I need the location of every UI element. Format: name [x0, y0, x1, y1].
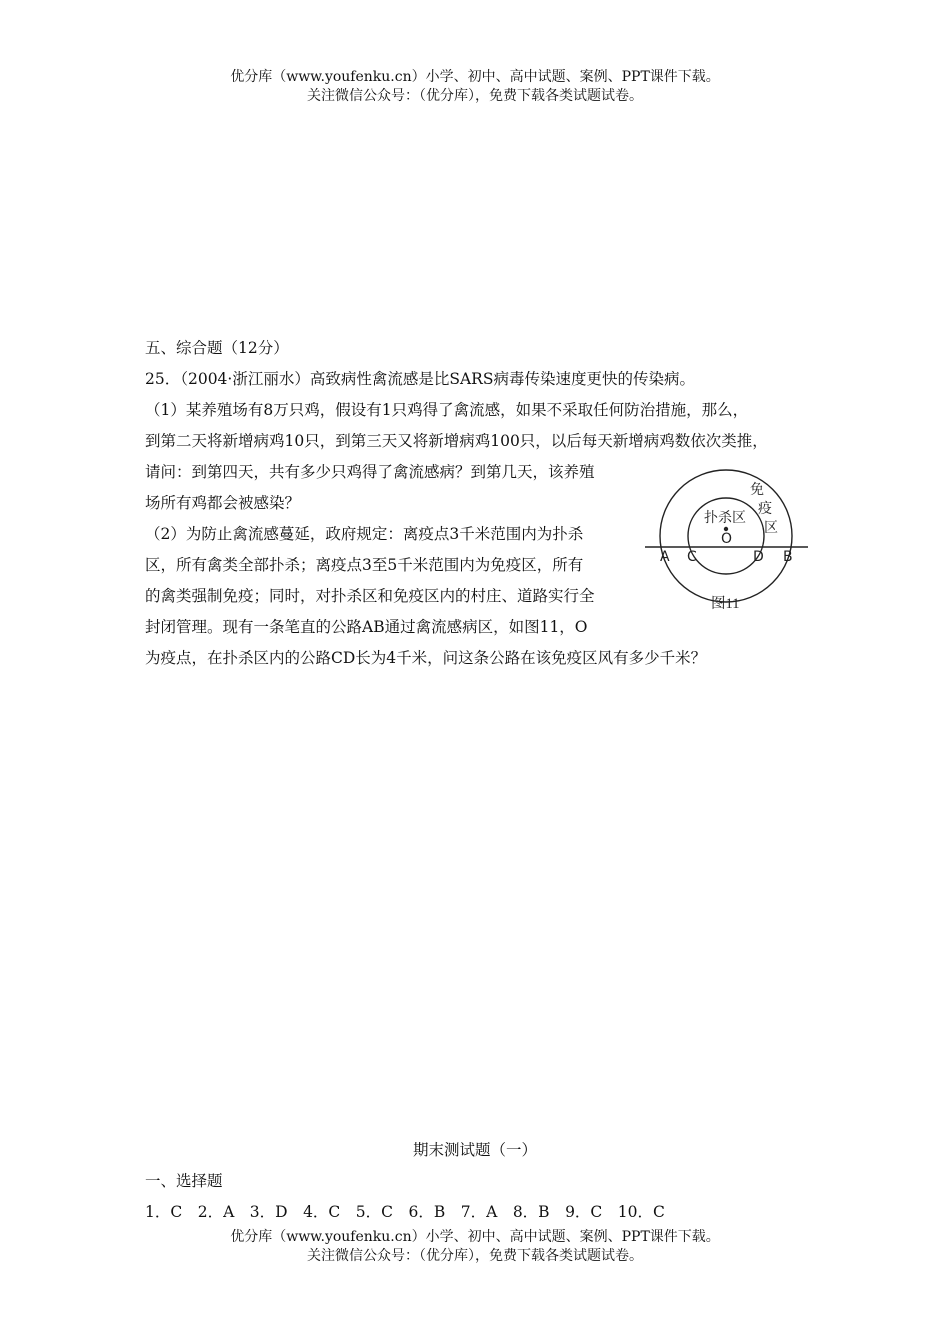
- point-a-label: A: [660, 549, 670, 565]
- part-2-line-3: 的禽类强制免疫；同时，对扑杀区和免疫区内的村庄、道路实行全: [145, 587, 595, 605]
- answers-title: 期末测试题（一）: [412, 1141, 537, 1159]
- question-25-intro: 25．（2004·浙江丽水）高致病性禽流感是比SARS病毒传染速度更快的传染病。: [145, 370, 695, 388]
- figure-caption: 图11: [711, 596, 740, 612]
- figure-11-diagram: [642, 468, 812, 618]
- part-2-line-4: 封闭管理。现有一条笔直的公路AB通过禽流感病区，如图11，O: [145, 618, 588, 636]
- header-line-2: 关注微信公众号：（优分库），免费下载各类试题试卷。: [307, 88, 643, 104]
- immunization-label-2: 疫: [758, 501, 772, 517]
- section-title: 五、综合题（12分）: [145, 339, 289, 357]
- immunization-label-1: 免: [750, 482, 764, 498]
- answers-section-1: 一、选择题: [145, 1172, 223, 1190]
- part-1-line-3: 请问：到第四天，共有多少只鸡得了禽流感病？到第几天，该养殖: [145, 463, 595, 481]
- part-2-line-2: 区，所有禽类全部扑杀；离疫点3至5千米范围内为免疫区，所有: [145, 556, 584, 574]
- culling-zone-label: 扑杀区: [704, 510, 746, 526]
- point-d-label: D: [753, 549, 764, 565]
- part-1-line-1: （1）某养殖场有8万只鸡，假设有1只鸡得了禽流感，如果不采取任何防治措施，那么，: [145, 401, 749, 419]
- figure-11: [642, 468, 812, 618]
- point-b-label: B: [783, 549, 793, 565]
- part-2-line-5: 为疫点，在扑杀区内的公路CD长为4千米，问这条公路在该免疫区风有多少千米？: [145, 649, 707, 667]
- footer-line-1: 优分库（www.youfenku.cn）小学、初中、高中试题、案例、PPT课件下载。: [230, 1229, 720, 1245]
- part-1-line-2: 到第二天将新增病鸡10只，到第三天又将新增病鸡100只，以后每天新增病鸡数依次类推，: [145, 432, 768, 450]
- point-o-label: O: [721, 531, 733, 547]
- footer-line-2: 关注微信公众号：（优分库），免费下载各类试题试卷。: [307, 1248, 643, 1264]
- part-1-line-4: 场所有鸡都会被感染？: [145, 494, 301, 512]
- point-c-label: C: [687, 549, 697, 565]
- answers-choices: 1．C 2．A 3．D 4．C 5．C 6．B 7．A 8．B 9．C 10．C: [145, 1203, 665, 1221]
- part-2-line-1: （2）为防止禽流感蔓延，政府规定：离疫点3千米范围内为扑杀: [145, 525, 584, 543]
- immunization-label-3: 区: [764, 520, 778, 536]
- header-line-1: 优分库（www.youfenku.cn）小学、初中、高中试题、案例、PPT课件下载。: [230, 69, 720, 85]
